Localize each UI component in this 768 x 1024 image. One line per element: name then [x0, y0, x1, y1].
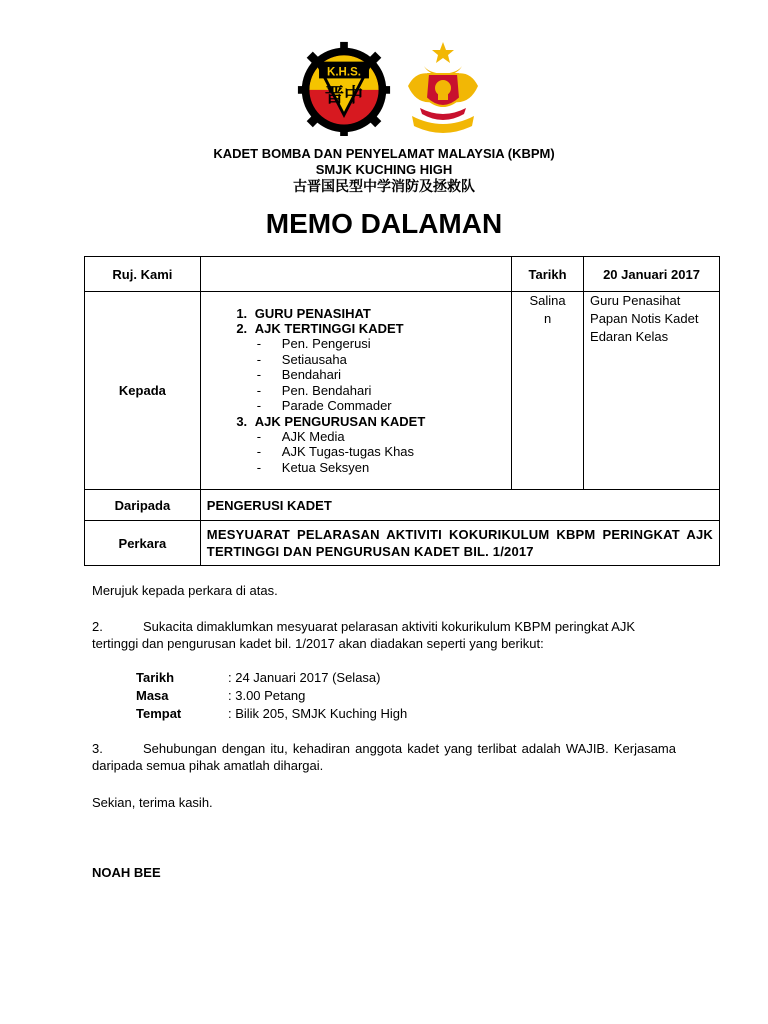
list-item: Guru Penasihat — [590, 293, 681, 308]
meeting-details — [136, 669, 636, 723]
list-item: - Ketua Seksyen — [255, 460, 505, 476]
memo-table — [84, 256, 720, 566]
list-item: - Parade Commader — [255, 398, 505, 414]
document-header — [0, 146, 768, 196]
kepada-list-cell — [200, 292, 511, 490]
table-row — [85, 292, 720, 490]
table-row — [85, 490, 720, 521]
paragraph-number: 3. — [92, 741, 103, 756]
tarikh-label: Tarikh — [512, 257, 584, 292]
list-item: Papan Notis Kadet — [590, 311, 699, 326]
org-name: KADET BOMBA DAN PENYELAMAT MALAYSIA (KBPM) — [213, 146, 555, 161]
school-name: SMJK KUCHING HIGH — [315, 162, 453, 177]
signer-name: NOAH BEE — [92, 865, 161, 880]
detail-value: : 3.00 Petang — [228, 688, 306, 703]
memo-title: MEMO DALAMAN — [265, 208, 503, 239]
list-item: - AJK Media — [255, 429, 505, 445]
kepada-item-label: GURU PENASIHAT — [254, 306, 371, 321]
detail-row — [136, 669, 636, 687]
list-item: - Pen. Bendahari — [255, 383, 505, 399]
daripada-label: Daripada — [85, 490, 201, 521]
list-item: - Bendahari — [255, 367, 505, 383]
detail-label: Tempat — [136, 706, 182, 721]
list-item — [251, 414, 505, 476]
khs-logo-chinese: 晋中 — [324, 83, 364, 107]
list-item — [251, 321, 505, 414]
list-item — [251, 306, 505, 321]
reference-line: Merujuk kepada perkara di atas. — [92, 583, 278, 598]
detail-label: Masa — [136, 688, 169, 703]
detail-row — [136, 687, 636, 705]
kepada-item-label: AJK TERTINGGI KADET — [254, 321, 404, 336]
khs-school-logo — [296, 40, 392, 136]
salinan-label — [512, 292, 584, 490]
table-row — [85, 257, 720, 292]
salinan-list — [584, 292, 720, 490]
ruj-label: Ruj. Kami — [85, 257, 201, 292]
paragraph-3 — [92, 740, 676, 774]
closing-line: Sekian, terima kasih. — [92, 795, 213, 810]
kepada-label: Kepada — [85, 292, 201, 490]
kepada-item-label: AJK PENGURUSAN KADET — [254, 413, 426, 429]
salinan-label-line: Salina — [529, 293, 566, 308]
malaysia-coat-of-arms-icon — [402, 40, 484, 140]
sub-list — [255, 429, 505, 476]
detail-value: : Bilik 205, SMJK Kuching High — [228, 706, 408, 721]
sub-list — [255, 336, 505, 414]
khs-logo-text: K.H.S. — [327, 66, 361, 79]
paragraph-text: Sehubungan dengan itu, kehadiran anggota kadet yang terlibat adalah WAJIB. Kerjasama daripada semua pihak amatlah dihargai. — [92, 741, 676, 773]
tarikh-value: 20 Januari 2017 — [584, 257, 720, 292]
paragraph-2 — [92, 618, 676, 652]
salinan-label-line: n — [543, 311, 552, 326]
daripada-value: PENGERUSI KADET — [200, 490, 719, 521]
detail-row — [136, 705, 636, 723]
paragraph-text: Sukacita dimaklumkan mesyuarat pelarasan aktiviti kokurikulum KBPM peringkat AJK tertinggi dan pengurusan kadet bil. 1/2017 akan diadakan seperti yang berikut: — [92, 619, 636, 651]
list-item: Edaran Kelas — [590, 329, 669, 344]
kepada-list — [207, 306, 505, 475]
list-item: - AJK Tugas-tugas Khas — [255, 444, 505, 460]
chinese-name: 古晋国民型中学消防及拯救队 — [293, 179, 475, 195]
ruj-value — [200, 257, 511, 292]
logos — [0, 40, 768, 140]
list-item: - Pen. Pengerusi — [255, 336, 505, 352]
table-row — [85, 521, 720, 566]
paragraph-number: 2. — [92, 619, 103, 634]
list-item: - Setiausaha — [255, 352, 505, 368]
detail-value: : 24 Januari 2017 (Selasa) — [228, 670, 381, 685]
perkara-value: MESYUARAT PELARASAN AKTIVITI KOKURIKULUM KBPM PERINGKAT AJK TERTINGGI DAN PENGURUSAN KADET BIL. 1/2017 — [200, 521, 719, 566]
detail-label: Tarikh — [136, 670, 175, 685]
perkara-label: Perkara — [85, 521, 201, 566]
